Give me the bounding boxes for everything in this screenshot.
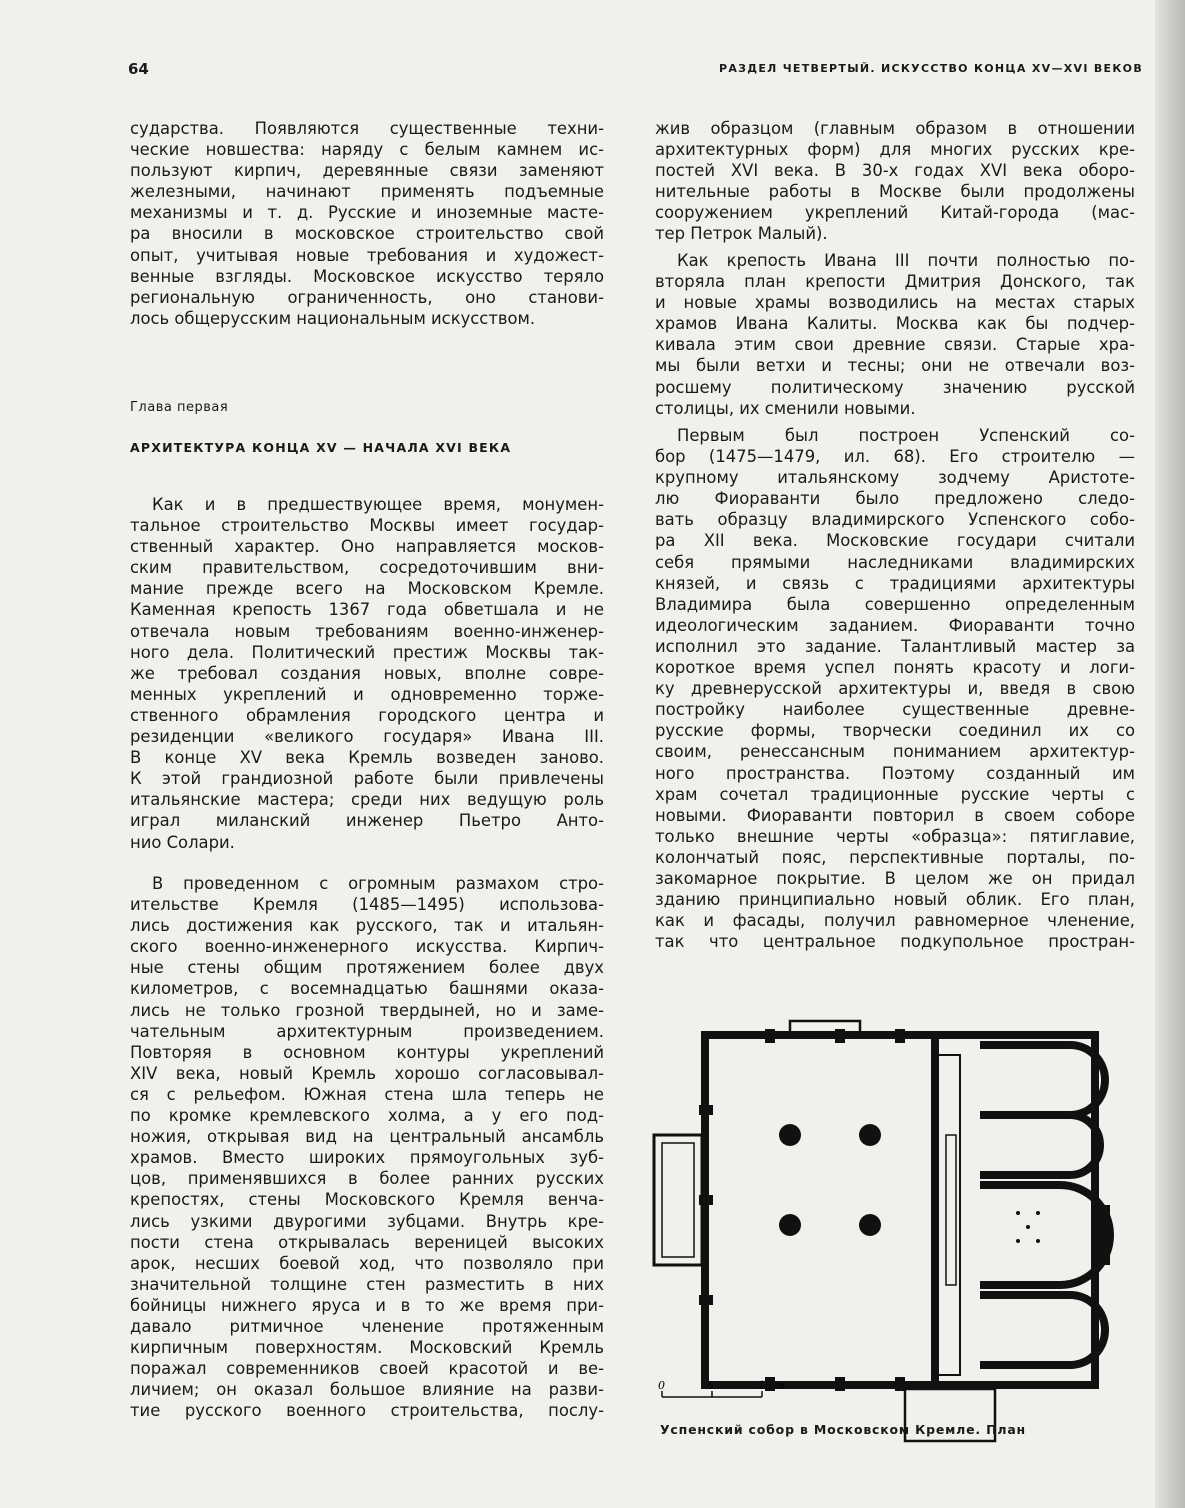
text-line: бор (1475—1479, ил. 68). Его строителю —	[655, 447, 1135, 467]
text-line: региональную ограниченность, оно станови-	[130, 287, 604, 307]
text-line: ительстве Кремля (1485—1495) использова-	[130, 895, 604, 915]
running-head: РАЗДЕЛ ЧЕТВЕРТЫЙ. ИСКУССТВО КОНЦА XV—XVI ВЕКОВ	[718, 62, 1143, 75]
text-line: железными, начинают применять подъемные	[130, 182, 604, 202]
text-line: лись не только грозной твердыней, но и заме-	[130, 1000, 604, 1020]
text-line: ческие новшества: наряду с белым камнем ис-	[130, 140, 604, 160]
text-line: ственного обрамления городского центра и	[130, 705, 604, 725]
text-line: Повторяя в основном контуры укреплений	[130, 1042, 604, 1062]
text-line: князей, и связь с традициями архитектуры	[655, 573, 1135, 593]
text-line: своим, ренессансным пониманием архитектур-	[655, 742, 1135, 762]
text-line: менных укреплений и одновременно торже-	[130, 684, 604, 704]
text-line: резиденции «великого государя» Ивана III.	[130, 727, 604, 747]
text-line: тальное строительство Москвы имеет государ-	[130, 516, 604, 536]
text-line: сударства. Появляются существенные техни-	[130, 119, 604, 138]
chapter-title: АРХИТЕКТУРА КОНЦА XV — НАЧАЛА XVI ВЕКА	[130, 440, 512, 455]
text-line: давало ритмичное членение протяженным	[130, 1316, 604, 1336]
text-line: итальянские мастера; среди них ведущую роль	[130, 790, 604, 810]
text-line: километров, с восемнадцатью башнями оказа-	[130, 979, 604, 999]
text-line: зданию принципиально новый облик. Его план,	[655, 890, 1135, 910]
text-line: росшему политическому значению русской	[655, 377, 1135, 397]
text-line: В конце XV века Кремль возведен заново.	[130, 748, 604, 768]
text-line: кирпичным поверхностям. Московский Кремль	[130, 1338, 604, 1358]
text-line: ским правительством, сосредоточившим вни-	[130, 558, 604, 578]
text-line: крепостях, стены Московского Кремля венча-	[130, 1190, 604, 1210]
text-line: XIV века, новый Кремль хорошо согласовывал-	[130, 1063, 604, 1083]
text-line: вторяла план крепости Дмитрия Донского, так	[655, 272, 1135, 292]
cathedral-floor-plan	[650, 1015, 1140, 1455]
text-line: мы были ветхи и тесны; они не отвечали воз-	[655, 356, 1135, 376]
text-line: постей XVI века. В 30-х годах XVI века оборо-	[655, 161, 1135, 181]
text-line: сооружением укреплений Китай-города (мас-	[655, 203, 1135, 223]
text-line: тер Петрок Малый).	[655, 224, 828, 244]
text-line: идеологическим заданием. Фиораванти точно	[655, 615, 1135, 635]
text-line: цов, применявшихся в более ранних русских	[130, 1169, 604, 1189]
right-body-paragraph-1	[655, 118, 1135, 245]
text-line: пользуют кирпич, деревянные связи заменяют	[130, 161, 604, 181]
text-line: архитектурных форм) для многих русских кре-	[655, 140, 1135, 160]
text-line: кивала этим свои древние связи. Старые хра-	[655, 335, 1135, 355]
plan-east-projection	[1096, 1205, 1110, 1265]
text-line: же требовал создания новых, вполне совре-	[130, 663, 604, 683]
text-line: механизмы и т. д. Русские и иноземные масте-	[130, 203, 604, 223]
text-line: ного пространства. Поэтому созданный им	[655, 763, 1135, 783]
text-line: чательным архитектурным произведением.	[130, 1021, 604, 1041]
text-line: ся с рельефом. Южная стена шла теперь не	[130, 1084, 604, 1104]
text-line: тие русского военного строительства, послу-	[130, 1401, 604, 1421]
figure-caption: Успенский собор в Московском Кремле. План	[660, 1422, 1026, 1437]
chapter-label: Глава первая	[130, 400, 229, 415]
plan-apses	[980, 1045, 1110, 1365]
text-line: ножия, открывая вид на центральный ансамбль	[130, 1127, 604, 1147]
page-edge-shadow	[1155, 0, 1185, 1508]
text-line: ку древнерусской архитектуры и, введя в свою	[655, 679, 1135, 699]
text-line: храмов Ивана Калиты. Москва как бы подчер-	[655, 314, 1135, 334]
text-line: К этой грандиозной работе были привлечены	[130, 769, 604, 789]
text-line: значительной толщине стен разместить в них	[130, 1274, 604, 1294]
text-line: и новые храмы возводились на местах старых	[655, 293, 1135, 313]
plan-columns	[779, 1124, 881, 1236]
text-line: поражал современников своей красотой и ве-	[130, 1359, 604, 1379]
page-header	[0, 60, 1185, 84]
text-line: русские формы, творчески соединил их со	[655, 721, 1135, 741]
left-body-paragraph-1	[130, 494, 604, 853]
floor-plan-drawing	[650, 1015, 1140, 1455]
text-line: новыми. Фиораванти повторил в своем соборе	[655, 805, 1135, 825]
text-line: Каменная крепость 1367 года обветшала и не	[130, 600, 604, 620]
text-line: бойницы нижнего яруса и в то же время при-	[130, 1295, 604, 1315]
text-line: ра вносили в московское строительство свой	[130, 224, 604, 244]
text-line: по кромке кремлевского холма, а у его под-	[130, 1106, 604, 1126]
text-line: лись достижения как русского, так и итальян-	[130, 916, 604, 936]
text-line: лю Фиораванти было предложено следо-	[655, 489, 1135, 509]
text-line: В проведенном с огромным размахом стро-	[152, 874, 604, 893]
text-line: лось общерусским национальным искусством.	[130, 308, 536, 328]
text-line: личием; он оказал большое влияние на разви-	[130, 1380, 604, 1400]
plan-west-porch	[654, 1135, 702, 1265]
text-line: ные стены общим протяжением более двух	[130, 958, 604, 978]
text-line: Владимира была совершенно определенным	[655, 594, 1135, 614]
text-line: столицы, их сменили новыми.	[655, 398, 916, 418]
text-line: колончатый пояс, перспективные порталы, по-	[655, 847, 1135, 867]
plan-pilasters	[699, 1029, 905, 1391]
plan-outer-wall	[705, 1035, 935, 1385]
left-body-paragraph-2	[130, 873, 604, 1421]
text-line: храм сочетал традиционные русские черты с	[655, 784, 1135, 804]
plan-altar-dots	[1016, 1211, 1040, 1243]
text-line: Как и в предшествующее время, монумен-	[152, 495, 604, 514]
text-line: отвечала новым требованиям военно-инженер-	[130, 621, 604, 641]
text-line: Как крепость Ивана III почти полностью по-	[677, 251, 1135, 270]
scale-label-0: 0	[658, 1379, 665, 1392]
text-line: ра XII века. Московские государи считали	[655, 531, 1135, 551]
intro-paragraph	[130, 118, 604, 329]
text-line: ственный характер. Оно направляется москов-	[130, 537, 604, 557]
text-line: исполнил это задание. Талантливый мастер за	[655, 636, 1135, 656]
text-line: короткое время успел понять красоту и логи-	[655, 658, 1135, 678]
text-line: жив образцом (главным образом в отношении	[655, 119, 1135, 138]
text-line: крупному итальянскому зодчему Аристоте-	[655, 468, 1135, 488]
text-line: мание прежде всего на Московском Кремле.	[130, 579, 604, 599]
text-line: ского военно-инженерного искусства. Кирпич-	[130, 937, 604, 957]
text-line: себя прямыми наследниками владимирских	[655, 552, 1135, 572]
text-line: постройку наиболее существенные древне-	[655, 700, 1135, 720]
text-line: играл миланский инженер Пьетро Анто-	[130, 811, 604, 831]
text-line: закомарное покрытие. В целом же он придал	[655, 868, 1135, 888]
right-body-paragraph-2	[655, 250, 1135, 419]
text-line: лись узкими двурогими зубцами. Внутрь кре-	[130, 1211, 604, 1231]
scale-label-10: 10 м	[758, 1379, 785, 1392]
text-line: нительные работы в Москве были продолжены	[655, 182, 1135, 202]
text-line: ного дела. Политический престиж Москвы так-	[130, 642, 604, 662]
text-line: как и фасады, получил равномерное членение,	[655, 911, 1135, 931]
page-number: 64	[128, 60, 149, 78]
text-line: вать образцу владимирского Успенского собо-	[655, 510, 1135, 530]
scale-label-5: 5	[707, 1379, 714, 1392]
text-line: Первым был построен Успенский со-	[677, 426, 1135, 445]
text-line: храмов. Вместо широких прямоугольных зуб-	[130, 1148, 604, 1168]
text-line: нио Солари.	[130, 832, 235, 852]
text-line: так что центральное подкупольное простран-	[655, 932, 1135, 952]
right-body-paragraph-3	[655, 425, 1135, 952]
text-line: пости стена открывалась вереницей высоких	[130, 1232, 604, 1252]
text-line: арок, несших боевой ход, что позволяло при	[130, 1253, 604, 1273]
text-line: венные взгляды. Московское искусство теряло	[130, 266, 604, 286]
text-line: только внешние черты «образца»: пятиглавие,	[655, 826, 1135, 846]
text-line: опыт, учитывая новые требования и художест-	[130, 245, 604, 265]
